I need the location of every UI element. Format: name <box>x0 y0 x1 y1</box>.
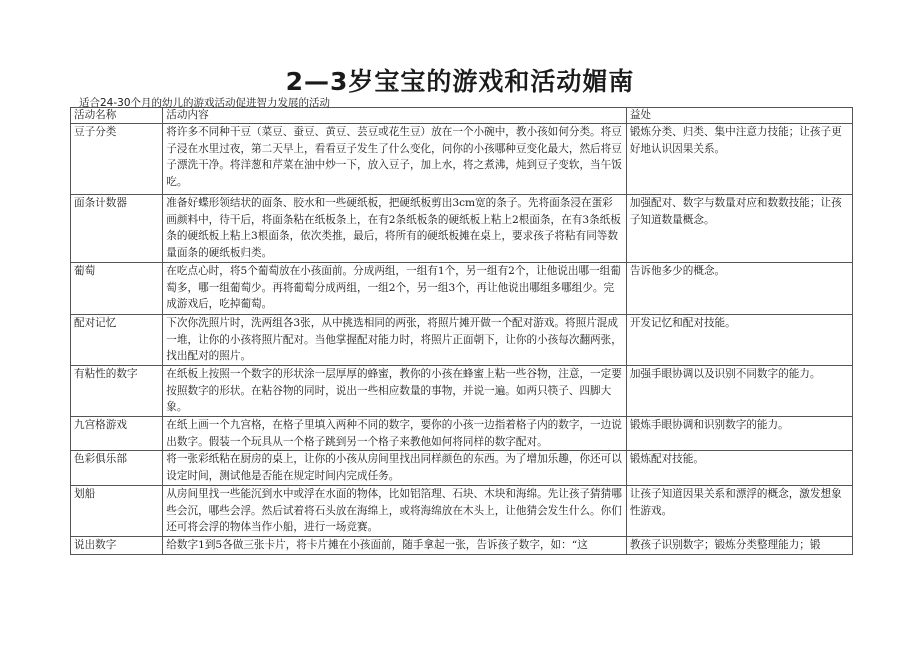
activity-table <box>70 107 853 555</box>
benefit-cell: 加强配对、数字与数量对应和数数技能；让孩子知道数量概念。 <box>626 195 852 263</box>
activity-name-cell: 有粘性的数字 <box>71 366 163 417</box>
activity-name-cell: 面条计数器 <box>71 195 163 263</box>
activity-content-cell: 在纸板上按照一个数字的形状涂一层厚厚的蜂蜜，教你的小孩在蜂蜜上粘一些谷物，注意，一定要按照数字的形状。在粘谷物的同时，说出一些相应数量的事物，并说一遍。如两只筷子、四脚大象。 <box>163 366 627 417</box>
activity-content-cell: 从房间里找一些能沉到水中或浮在水面的物体，比如铝箔理、石块、木块和海绵。先让孩子猜猜哪些会沉，哪些会浮。然后试着将石头放在海绵上，或将海绵放在木头上，让他猜会发生什么。你们还可将会浮的物体当作小船，进行一场竞赛。 <box>163 486 627 537</box>
table-row <box>71 315 853 366</box>
table-row <box>71 195 853 263</box>
activity-content-text: 给数字1到5各做三张卡片，将卡片摊在小孩面前，随手拿起一张，告诉孩子数字，如：“这 <box>166 539 588 552</box>
document-title: 2—3岁宝宝的游戏和活动媚南 <box>285 67 635 96</box>
document-subtitle: 适合24-30个月的幼儿的游戏活动促进智力发展的活动 <box>79 97 331 109</box>
table-row <box>71 366 853 417</box>
header-activity-name: 活动名称 <box>71 108 163 124</box>
table-row <box>71 263 853 315</box>
activity-content-cell: 在纸上画一个九宫格，在格子里填入两种不同的数字，要你的小孩一边指着格子内的数字，一边说出数字。假装一个玩具从一个格子跳到另一个格子来教他如何将同样的数字配对。 <box>163 417 627 451</box>
benefit-cell: 告诉他多少的概念。 <box>626 263 852 315</box>
benefit-cell: 锻炼手眼协调和识别数字的能力。 <box>626 417 852 451</box>
benefit-text: 教孩子识别数字；锻炼分类整理能力；锻 <box>629 539 821 552</box>
benefit-cell: 开发记忆和配对技能。 <box>626 315 852 366</box>
activity-name-cell: 配对记忆 <box>71 315 163 366</box>
benefit-cell: 锻炼配对技能。 <box>626 451 852 486</box>
header-benefit: 益处 <box>626 108 852 124</box>
activity-content-cell: 将一张彩纸粘在厨房的桌上，让你的小孩从房间里找出同样颜色的东西。为了增加乐趣，你还可以设定时间，测试他是否能在规定时间内完成任务。 <box>163 451 627 486</box>
activity-name-cell: 豆子分类 <box>71 124 163 195</box>
benefit-cell: 锻炼分类、归类、集中注意力技能；让孩子更好地认识因果关系。 <box>626 124 852 195</box>
activity-name-cell: 葡萄 <box>71 263 163 315</box>
table-row <box>71 486 853 537</box>
activity-content-cell: 准备好蝶形领结状的面条、胶水和一些硬纸板，把硬纸板剪出3cm宽的条子。先将面条浸在蛋彩画颜料中，待干后，将面条粘在纸板条上，在有2条纸板条的硬纸板上粘上2根面条，在有3条纸板条的硬纸板上粘上3根面条，依次类推，最后，将所有的硬纸板摊在桌上，要求孩子将粘有同等数量面条的硬纸板归类。 <box>163 195 627 263</box>
benefit-cell <box>626 537 852 555</box>
table-row <box>71 417 853 451</box>
activity-content-cell: 下次你洗照片时，洗两组各3张，从中挑选相同的两张，将照片摊开做一个配对游戏。将照片混成一堆，让你的小孩将照片配对。当他掌握配对能力时，将照片正面朝下，让你的小孩每次翻两张，找出配对的照片。 <box>163 315 627 366</box>
table-row <box>71 451 853 486</box>
table-row <box>71 124 853 195</box>
benefit-cell: 让孩子知道因果关系和漂浮的概念，激发想象性游戏。 <box>626 486 852 537</box>
activity-name-cell: 划船 <box>71 486 163 537</box>
benefit-cell: 加强手眼协调以及识别不同数字的能力。 <box>626 366 852 417</box>
activity-name-cell: 九宫格游戏 <box>71 417 163 451</box>
activity-content-cell <box>163 537 627 555</box>
table-header-row <box>71 108 853 124</box>
activity-content-cell: 在吃点心时，将5个葡萄放在小孩面前。分成两组，一组有1个，另一组有2个，让他说出哪一组葡萄多，哪一组葡萄少。再将葡萄分成两组，一组2个，另一组3个，再让他说出哪组多哪组少。完成游戏后，吃掉葡萄。 <box>163 263 627 315</box>
activity-name-cell: 色彩俱乐部 <box>71 451 163 486</box>
table-row <box>71 537 853 555</box>
activity-name-text: 说出数字 <box>74 539 117 552</box>
activity-content-cell: 将许多不同种干豆（菜豆、蚕豆、黄豆、芸豆或花生豆）放在一个小碗中，教小孩如何分类。将豆子浸在水里过夜，第二天早上，看看豆子发生了什么变化，问你的小孩哪种豆变化最大，然后将豆子漂洗干净。将洋葱和芹菜在油中炒一下，放入豆子，加上水，将之煮沸，炖到豆子变软，当午饭吃。 <box>163 124 627 195</box>
header-activity-content: 活动内容 <box>163 108 627 124</box>
activity-name-cell <box>71 537 163 555</box>
